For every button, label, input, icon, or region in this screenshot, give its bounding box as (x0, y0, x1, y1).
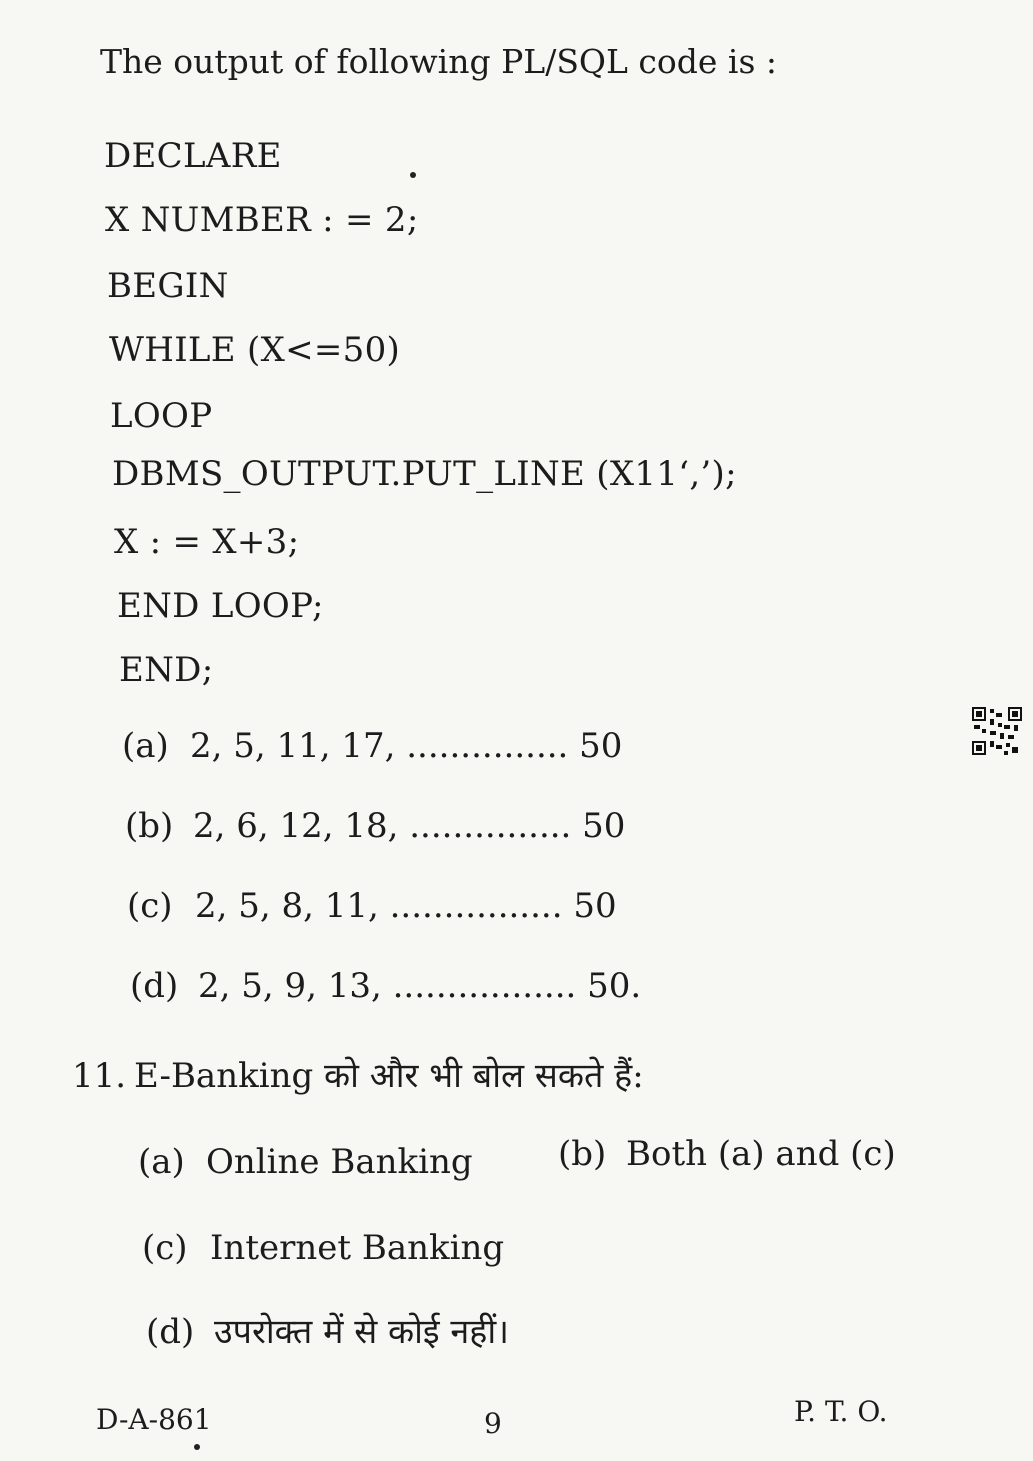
footer-page-number: 9 (484, 1407, 502, 1440)
q11-option-b-text: Both (a) and (c) (626, 1134, 896, 1174)
question-11 (72, 1056, 644, 1096)
code-line-increment: X : = X+3; (114, 522, 300, 562)
q11-option-d (146, 1312, 509, 1352)
code-line-declaration: X NUMBER : = 2; (105, 200, 419, 240)
code-line-output: DBMS_OUTPUT.PUT_LINE (X11‘,’); (112, 454, 737, 494)
q11-option-d-label: (d) (146, 1312, 195, 1352)
q11-option-d-text: उपरोक्त में से कोई नहीं। (214, 1312, 510, 1352)
q11-option-a-label: (a) (138, 1142, 185, 1182)
code-line-declare: DECLARE (104, 136, 282, 176)
code-line-end: END; (119, 650, 214, 690)
q11-option-a-text: Online Banking (206, 1142, 473, 1182)
q10-option-c-label: (c) (127, 886, 173, 926)
question-10-intro: The output of following PL/SQL code is : (100, 42, 777, 81)
code-line-loop: LOOP (110, 396, 213, 436)
q11-option-c (142, 1228, 504, 1268)
qr-code-icon (972, 707, 1022, 755)
q10-option-b-text: 2, 6, 12, 18, ............... 50 (193, 806, 626, 846)
footer-paper-code: D-A-861 (96, 1403, 212, 1436)
q10-option-c-text: 2, 5, 8, 11, ................ 50 (195, 886, 617, 926)
code-line-end-loop: END LOOP; (117, 586, 324, 626)
q11-option-c-label: (c) (142, 1228, 188, 1268)
q10-option-d-text: 2, 5, 9, 13, ................. 50. (198, 966, 642, 1006)
question-11-text: E-Banking को और भी बोल सकते हैं: (134, 1056, 644, 1096)
q10-option-d-label: (d) (130, 966, 179, 1006)
q10-option-d (130, 966, 641, 1006)
q10-option-a-text: 2, 5, 11, 17, ............... 50 (190, 726, 623, 766)
q11-option-b (558, 1134, 896, 1174)
q10-option-a (122, 726, 622, 766)
q10-option-b (125, 806, 625, 846)
q10-option-b-label: (b) (125, 806, 174, 846)
q10-option-c (127, 886, 617, 926)
code-line-begin: BEGIN (107, 266, 229, 306)
print-speck (194, 1444, 200, 1450)
print-speck (410, 172, 416, 178)
footer-pto: P. T. O. (794, 1395, 888, 1428)
question-11-number: 11. (72, 1056, 127, 1096)
code-line-while: WHILE (X<=50) (109, 330, 401, 370)
q10-option-a-label: (a) (122, 726, 169, 766)
q11-option-c-text: Internet Banking (210, 1228, 505, 1268)
q11-option-b-label: (b) (558, 1134, 607, 1174)
q11-option-a (138, 1142, 473, 1182)
